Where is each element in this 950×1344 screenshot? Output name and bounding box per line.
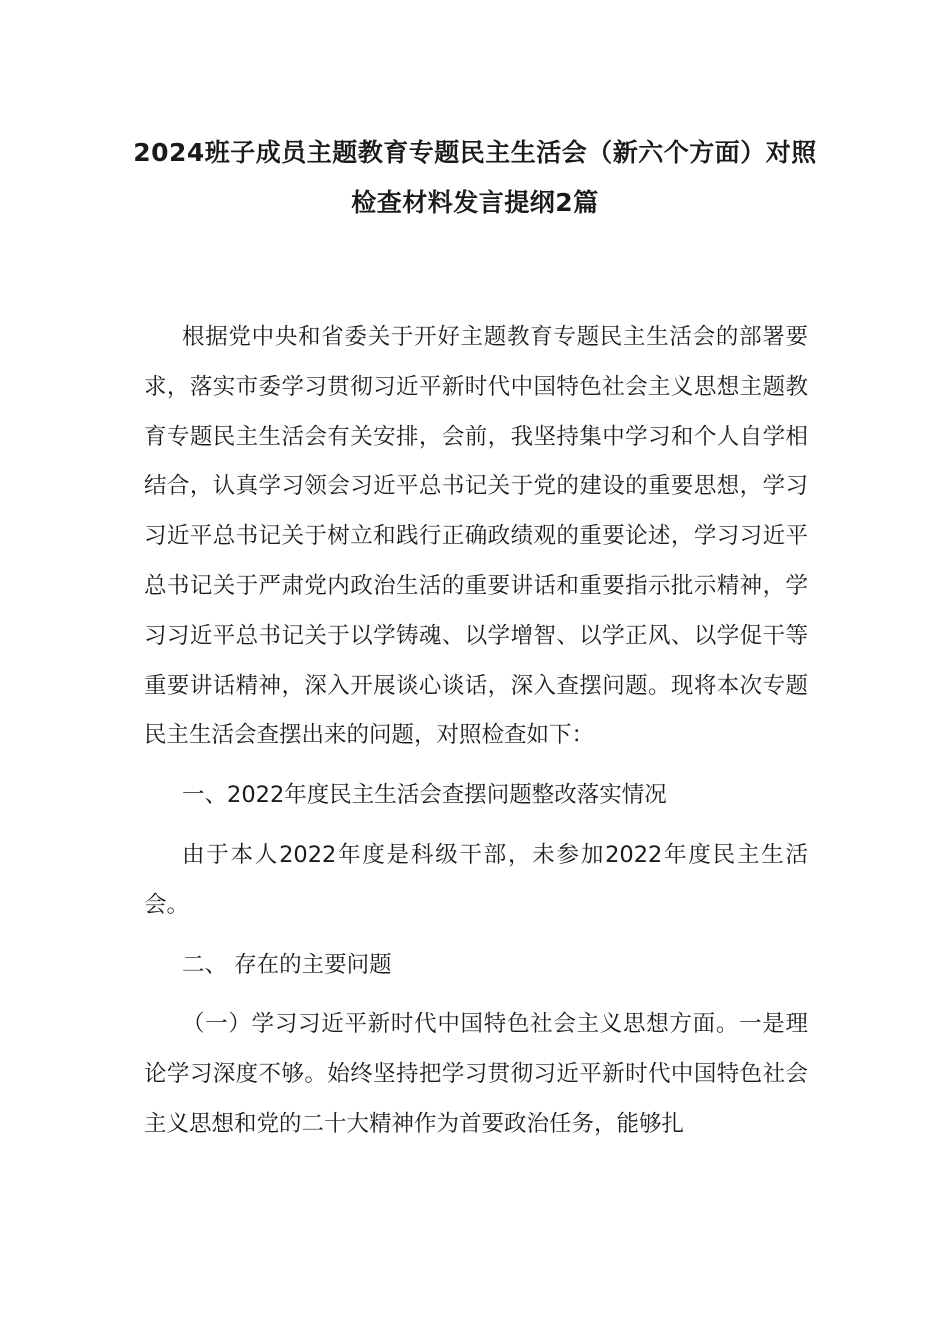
section-heading-2: 二、 存在的主要问题 — [182, 951, 392, 978]
section-heading-1: 一、2022年度民主生活会查摆问题整改落实情况 — [182, 782, 667, 809]
document-body — [144, 313, 808, 1150]
paragraph-section-1: 由于本人2022年度是科级干部，未参加2022年度民主生活会。 — [144, 841, 808, 918]
paragraph-intro: 根据党中央和省委关于开好主题教育专题民主生活会的部署要求，落实市委学习贯彻习近平新时代中国特色社会主义思想主题教育专题民主生活会有关安排，会前，我坚持集中学习和个人自学相结合，认真学习领会习近平总书记关于党的建设的重要思想，学习习近平总书记关于树立和践行正确政绩观的重要论述，学习习近平总书记关于严肃党内政治生活的重要讲话和重要指示批示精神，学习习近平总书记关于以学铸魂、以学增智、以学正风、以学促干等重要讲话精神，深入开展谈心谈话，深入查摆问题。现将本次专题民主生活会查摆出来的问题，对照检查如下： — [144, 324, 808, 749]
paragraph-section-2-1: （一）学习习近平新时代中国特色社会主义思想方面。一是理论学习深度不够。始终坚持把学习贯彻习近平新时代中国特色社会主义思想和党的二十大精神作为首要政治任务，能够扎 — [144, 1011, 808, 1137]
document-title: 2024班子成员主题教育专题民主生活会（新六个方面）对照检查材料发言提纲2篇 — [133, 138, 817, 217]
